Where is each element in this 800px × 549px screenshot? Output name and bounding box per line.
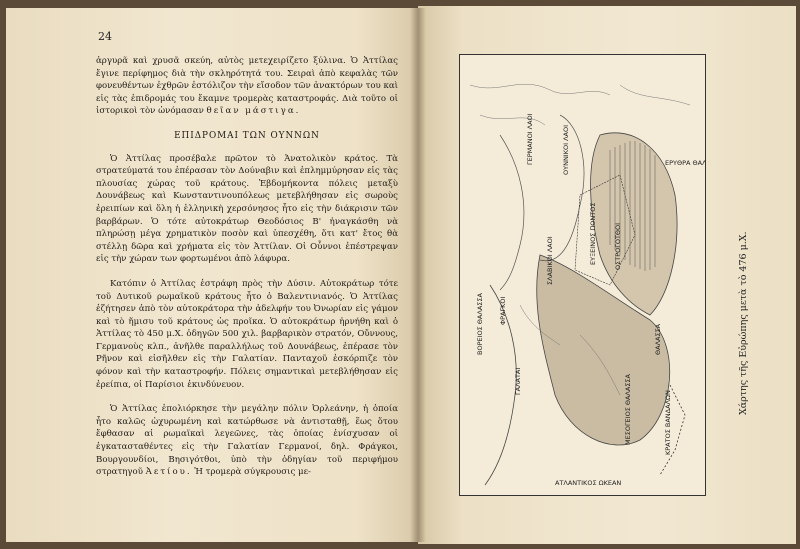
label-northern-peoples: ΟΥΝΝΙΚΟΙ ΛΑΟΙ [562, 124, 570, 175]
left-page-text [96, 55, 398, 491]
map-illustration [460, 55, 705, 495]
intro-spaced-phrase: θεῖαν μάστιγα. [206, 106, 301, 117]
label-baltic: ΕΡΥΘΡΑ ΘΑΛ. [665, 159, 705, 167]
book-gutter [410, 8, 426, 542]
paragraph-3-name: Ἀετίου. [145, 467, 192, 478]
section-heading: ΕΠΙΔΡΟΜΑΙ ΤΩΝ ΟΥΝΝΩΝ [174, 130, 320, 141]
paragraph-3-end: Ἡ τρομερὰ σύγκρουσις με- [194, 467, 311, 478]
page-number: 24 [98, 30, 112, 43]
paragraph-2: Κατόπιν ὁ Ἀττίλας ἐστράφη πρὸς τὴν Δύσιν. Αὐτοκράτωρ τότε τοῦ Δυτικοῦ ρωμαϊκοῦ κράτους ἦτο ὁ Βαλεντινιανός. Ὁ Ἀττίλας ἐζήτησεν ἀπὸ τὸν αὐτοκράτορα τὴν ἀδελφήν του Ὀνωρίαν εἰς γάμον καὶ τὸ ἥμισυ τοῦ κράτους ὡς προῖκα. Ὁ αὐτοκράτωρ ἠρνήθη καὶ ὁ Ἀττίλας τὸ 450 μ.Χ. ὁδηγῶν 500 χιλ. βαρβαρικὸν στρατόν, Οὔννους, Γερμανοὺς κλπ., ἀνῆλθε παραλλήλως τοῦ Δουνάβεως, ἐπέρασε τὸν Ρῆνον καὶ εἰσῆλθεν εἰς τὴν Γαλατίαν. Πανταχοῦ ἐσκόρπιζε τὸν φόνον καὶ τὴν καταστροφήν. Πόλεις σημαντικαὶ μετεβλήθησαν εἰς ἐρείπια, οἱ Παρίσιοι ἐκινδύνευον. [96, 278, 398, 390]
map-caption-text: Χάρτης τῆς Εὐρώπης μετὰ τὸ 476 μ.Χ. [738, 231, 749, 415]
label-slavic: ΣΛΑΒΙΚΟΙ ΛΑΟΙ [546, 236, 554, 285]
paragraph-3-start: Ὁ Ἀττίλας ἐπολιόρκησε τὴν μεγάλην πόλιν Ὀρλεάνην, ἡ ὁποία ἦτο καλῶς ὠχυρωμένη καὶ κατώρθωσε νὰ ἀντισταθῇ, ἕως ὅτου ἔφθασαν αἱ ρωμαϊκαὶ λεγεῶνες, τὰς ὁποίας ἐνίσχυσαν οἱ ἐγκατασταθέντες εἰς τὴν Γαλατίαν Γερμανοί, δηλ. Φράγκοι, Βουργουνδίοι, Βησιγότθοι, ὑπὸ τὴν ὁδηγίαν τοῦ περιφήμου στρατηγοῦ [96, 404, 398, 478]
intro-text: ἀργυρᾶ καὶ χρυσᾶ σκεύη, αὐτὸς μετεχειρίζετο ξύλινα. Ὁ Ἀττίλας ἔγινε περίφημος διὰ τὴν σκληρότητά του. Σειραὶ ἀπὸ κεφαλὰς τῶν φονευθέντων ἐχθρῶν ἐστόλιζον τὴν εἴσοδον τῶν ἀνακτόρων του καὶ εἰς τὰς ἐπιδρομάς του ἔκαμνε τρομερὰς καταστροφάς. Διὰ τοῦτο οἱ ἱστορικοὶ τὸν ὠνόμασαν [96, 56, 398, 117]
label-ostrogoths: ΟΣΤΡΟΓΟΤΘΟΙ [614, 222, 622, 270]
map-caption [712, 155, 749, 415]
label-germanic: ΓΕΡΜΑΝΟΙ ΛΑΟΙ [526, 113, 534, 165]
paragraph-1: Ὁ Ἀττίλας προσέβαλε πρῶτον τὸ Ἀνατολικὸν κράτος. Τὰ στρατεύματά του ἐπέρασαν τὸν Δούναβιν καὶ ἐπλημμύρησαν εἰς τὰς πλουσίας χώρας τοῦ κράτους. Ἑβδομήκοντα πόλεις μεταξὺ Δουνάβεως καὶ Κωνσταντινουπόλεως μετεβλήθησαν εἰς σωροὺς ἐρειπίων καὶ ὅλη ἡ ἑλληνικὴ χερσόνησος ἦτο εἰς τὴν διάκρισιν τῶν βαρβάρων. Ὁ τότε αὐτοκράτωρ Θεοδόσιος Β' ἠναγκάσθη νὰ πληρώσῃ μέγα χρηματικὸν ποσὸν καὶ ὑπεσχέθη, ὅτι κατ' ἔτος θὰ στέλλῃ δῶρα καὶ χρήματα εἰς τὸν Ἀττίλαν. Οἱ Οὖννοι ἐπέστρεψαν εἰς τὴν χώραν των φορτωμένοι ἀπὸ λάφυρα. [96, 153, 398, 265]
label-franks: ΦΡΑΓΚΟΙ [499, 296, 507, 325]
label-vandals: ΚΡΑΤΟΣ ΒΑΝΔΑΛΩΝ [664, 390, 672, 455]
label-gauls: ΓΑΛΑΤΑΙ [514, 367, 522, 395]
label-sea: ΘΑΛΑΣΣΑ [654, 323, 662, 355]
label-atlantic: ΑΤΛΑΝΤΙΚΟΣ ΩΚΕΑΝ [555, 479, 622, 487]
paragraph-3 [96, 403, 398, 479]
europe-map [459, 54, 706, 496]
label-mediterranean: ΜΕΣΟΓΕΙΟΣ ΘΑΛΑΣΣΑ [624, 374, 632, 445]
label-black-sea: ΕΥΞΕΙΝΟΣ ΠΟΝΤΟΣ [589, 202, 597, 265]
label-north-sea: ΒΟΡΕΙΟΣ ΘΑΛΑΣΣΑ [476, 293, 484, 355]
intro-paragraph [96, 55, 398, 118]
